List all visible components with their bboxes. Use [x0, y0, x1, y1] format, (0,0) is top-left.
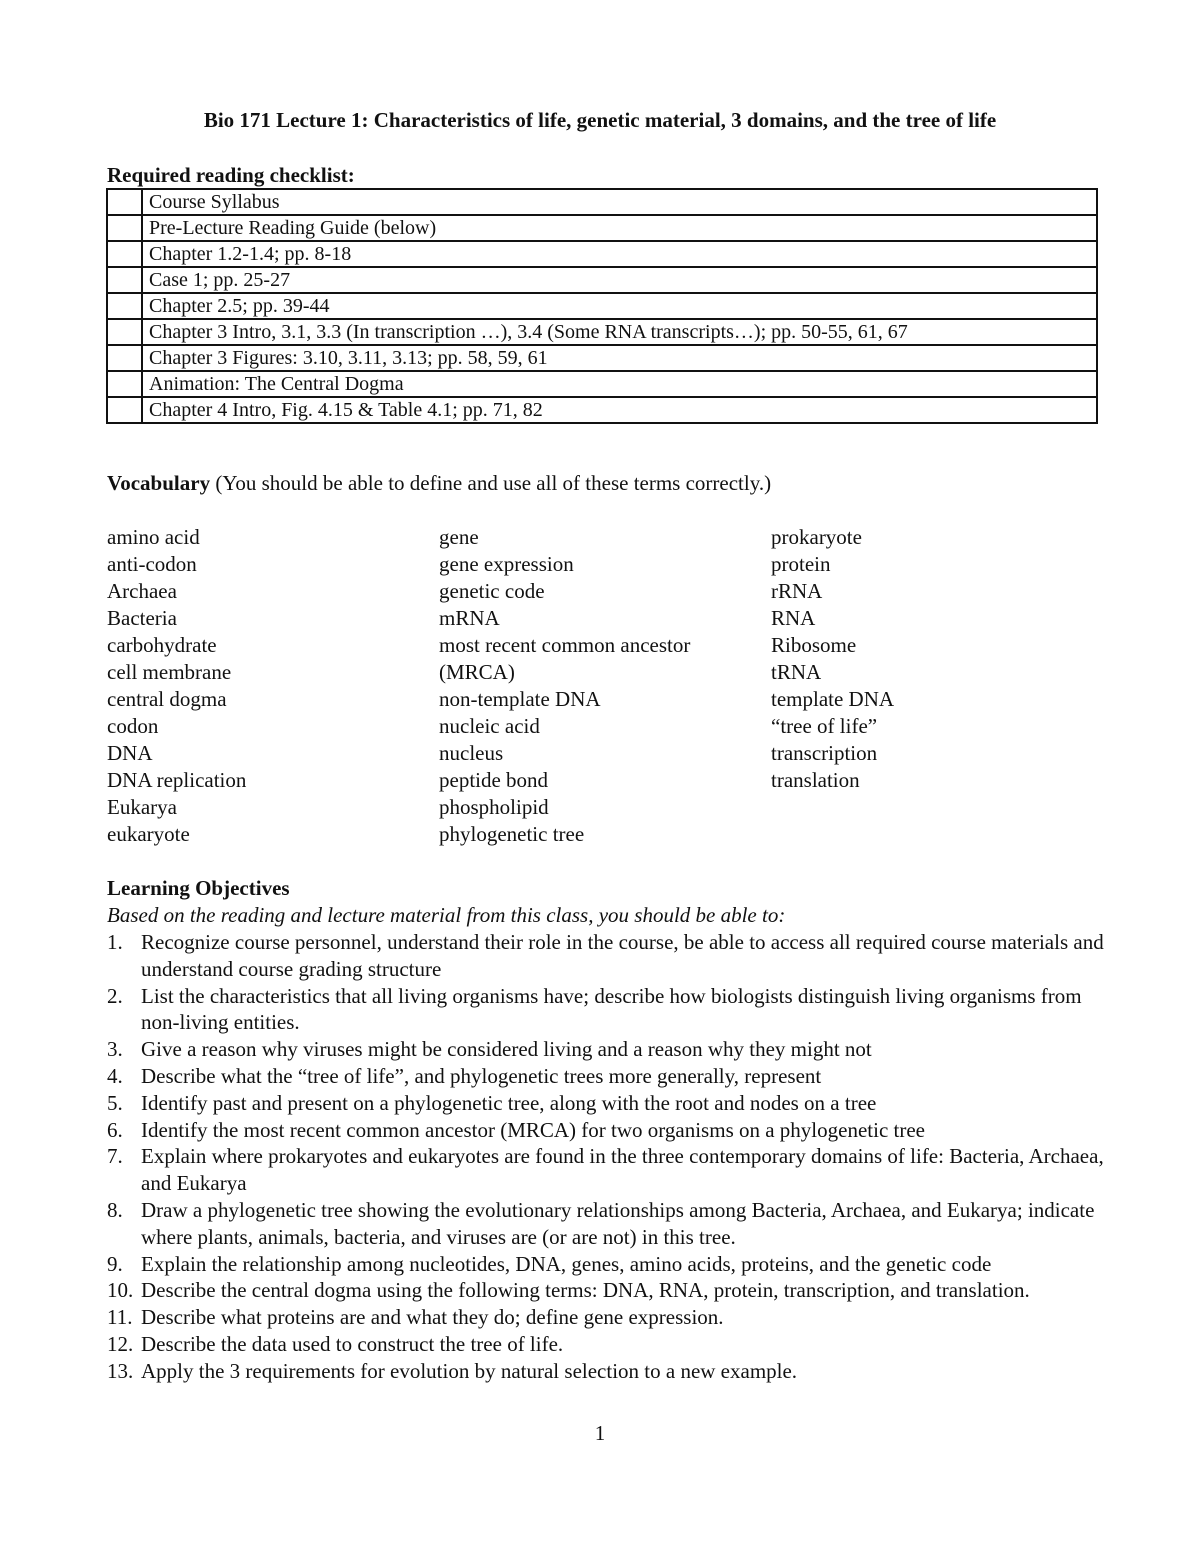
objectives-intro: Based on the reading and lecture material from this class, you should be able to: — [107, 903, 786, 927]
vocabulary-term: DNA — [107, 741, 153, 765]
vocabulary-term: (MRCA) — [439, 660, 515, 684]
vocabulary-column-3 — [771, 524, 894, 794]
vocabulary-term: Bacteria — [107, 606, 177, 630]
objective-text: Describe the data used to construct the tree of life. — [141, 1331, 564, 1356]
vocabulary-term: cell membrane — [107, 660, 232, 684]
objective-number: 12. — [107, 1331, 134, 1356]
vocabulary-term: Ribosome — [771, 633, 857, 657]
objectives-list — [107, 929, 1107, 1385]
document-title: Bio 171 Lecture 1: Characteristics of life, genetic material, 3 domains, and the tree of life — [203, 108, 997, 132]
objective-number: 3. — [107, 1037, 123, 1062]
objective-number: 4. — [107, 1063, 123, 1088]
vocabulary-term: genetic code — [439, 579, 545, 603]
reading-checklist-table — [106, 188, 1098, 424]
vocabulary-term: Archaea — [107, 579, 177, 603]
checklist-item: Chapter 3 Intro, 3.1, 3.3 (In transcription …), 3.4 (Some RNA transcripts…); pp. 50-55, 61, 67 — [142, 319, 1097, 345]
checklist-row — [107, 319, 1097, 345]
objective-text: Draw a phylogenetic tree showing the evolutionary relationships among Bacteria, Archaea, and Eukarya; indicate where plants, animals, bacteria, and viruses are (or are not) in this tree. — [141, 1197, 1095, 1249]
objective-text: Explain the relationship among nucleotides, DNA, genes, amino acids, proteins, and the genetic code — [141, 1251, 992, 1276]
checklist-item: Case 1; pp. 25-27 — [142, 267, 1097, 293]
objective-item — [107, 983, 1107, 1037]
checklist-checkbox[interactable] — [107, 189, 142, 215]
checklist-row — [107, 345, 1097, 371]
objective-text: Identify the most recent common ancestor (MRCA) for two organisms on a phylogenetic tree — [141, 1117, 925, 1142]
vocabulary-heading-line — [107, 470, 771, 496]
objective-number: 11. — [107, 1305, 133, 1330]
vocabulary-term: phospholipid — [439, 795, 549, 819]
vocabulary-term: DNA replication — [107, 768, 247, 792]
vocabulary-term: transcription — [771, 741, 878, 765]
vocabulary-note: (You should be able to define and use all of these terms correctly.) — [210, 471, 772, 495]
vocabulary-term: translation — [771, 768, 860, 792]
objective-item — [107, 1197, 1107, 1251]
checklist-heading: Required reading checklist: — [107, 163, 355, 187]
objective-text: Give a reason why viruses might be considered living and a reason why they might not — [141, 1037, 872, 1062]
objective-number: 13. — [107, 1358, 134, 1383]
vocabulary-term: “tree of life” — [771, 714, 878, 738]
objective-text: Explain where prokaryotes and eukaryotes are found in the three contemporary domains of life: Bacteria, Archaea, and Eukarya — [141, 1144, 1104, 1196]
checklist-checkbox[interactable] — [107, 241, 142, 267]
checklist-row — [107, 215, 1097, 241]
checklist-checkbox[interactable] — [107, 267, 142, 293]
objective-item — [107, 1251, 1107, 1278]
vocabulary-term: non-template DNA — [439, 687, 601, 711]
vocabulary-term: codon — [107, 714, 159, 738]
vocabulary-term: eukaryote — [107, 822, 190, 846]
vocabulary-term: most recent common ancestor — [439, 633, 691, 657]
vocabulary-column-2 — [439, 524, 690, 848]
vocabulary-term: mRNA — [439, 606, 500, 630]
vocabulary-term: gene expression — [439, 552, 574, 576]
vocabulary-term: gene — [439, 525, 479, 549]
vocabulary-heading: Vocabulary — [107, 471, 211, 495]
objective-number: 2. — [107, 983, 123, 1008]
vocabulary-term: RNA — [771, 606, 816, 630]
objective-number: 10. — [107, 1278, 134, 1303]
objective-text: Describe the central dogma using the following terms: DNA, RNA, protein, transcription, and translation. — [141, 1278, 1030, 1303]
checklist-item: Chapter 3 Figures: 3.10, 3.11, 3.13; pp. 58, 59, 61 — [142, 345, 1097, 371]
checklist-checkbox[interactable] — [107, 345, 142, 371]
vocabulary-term: anti-codon — [107, 552, 197, 576]
vocabulary-term: tRNA — [771, 660, 822, 684]
objective-item — [107, 1143, 1107, 1197]
vocabulary-term: peptide bond — [439, 768, 549, 792]
objective-number: 7. — [107, 1144, 123, 1169]
objective-text: Recognize course personnel, understand their role in the course, be able to access all required course materials and understand course grading structure — [141, 930, 1104, 981]
checklist-row — [107, 371, 1097, 397]
checklist-checkbox[interactable] — [107, 371, 142, 397]
vocabulary-term: Eukarya — [107, 795, 177, 819]
checklist-row — [107, 293, 1097, 319]
objective-item — [107, 1117, 1107, 1144]
vocabulary-term: phylogenetic tree — [439, 822, 585, 846]
objective-item — [107, 1063, 1107, 1090]
checklist-checkbox[interactable] — [107, 215, 142, 241]
objective-text: Identify past and present on a phylogenetic tree, along with the root and nodes on a tree — [141, 1090, 877, 1115]
vocabulary-term: carbohydrate — [107, 633, 217, 657]
checklist-item: Chapter 4 Intro, Fig. 4.15 & Table 4.1; pp. 71, 82 — [142, 397, 1097, 423]
checklist-item: Pre-Lecture Reading Guide (below) — [142, 215, 1097, 241]
vocabulary-term: amino acid — [107, 525, 200, 549]
objective-number: 6. — [107, 1117, 123, 1142]
vocabulary-term: rRNA — [771, 579, 823, 603]
page-number: 1 — [594, 1421, 606, 1445]
checklist-item: Animation: The Central Dogma — [142, 371, 1097, 397]
vocabulary-term: nucleic acid — [439, 714, 540, 738]
objective-number: 8. — [107, 1197, 123, 1222]
objective-text: List the characteristics that all living organisms have; describe how biologists distinguish living organisms from non-living entities. — [141, 983, 1082, 1035]
checklist-row — [107, 189, 1097, 215]
objective-item — [107, 929, 1107, 983]
objective-item — [107, 1331, 1107, 1358]
checklist-checkbox[interactable] — [107, 397, 142, 423]
checklist-item: Chapter 2.5; pp. 39-44 — [142, 293, 1097, 319]
checklist-checkbox[interactable] — [107, 293, 142, 319]
vocabulary-column-1 — [107, 524, 246, 848]
objective-item — [107, 1090, 1107, 1117]
objective-number: 5. — [107, 1090, 123, 1115]
checklist-row — [107, 267, 1097, 293]
objective-text: Describe what the “tree of life”, and phylogenetic trees more generally, represent — [141, 1063, 822, 1088]
objective-item — [107, 1036, 1107, 1063]
vocabulary-term: central dogma — [107, 687, 227, 711]
vocabulary-term: nucleus — [439, 741, 504, 765]
checklist-item: Course Syllabus — [142, 189, 1097, 215]
objective-item — [107, 1358, 1107, 1385]
checklist-item: Chapter 1.2-1.4; pp. 8-18 — [142, 241, 1097, 267]
objective-text: Describe what proteins are and what they do; define gene expression. — [141, 1305, 724, 1330]
objective-number: 9. — [107, 1251, 123, 1276]
vocabulary-term: prokaryote — [771, 525, 862, 549]
objective-text: Apply the 3 requirements for evolution by natural selection to a new example. — [141, 1358, 798, 1383]
objective-item — [107, 1304, 1107, 1331]
vocabulary-term: template DNA — [771, 687, 895, 711]
objectives-heading: Learning Objectives — [107, 876, 290, 900]
objective-item — [107, 1277, 1107, 1304]
checklist-row — [107, 397, 1097, 423]
objective-number: 1. — [107, 930, 123, 954]
checklist-checkbox[interactable] — [107, 319, 142, 345]
vocabulary-term: protein — [771, 552, 831, 576]
checklist-row — [107, 241, 1097, 267]
